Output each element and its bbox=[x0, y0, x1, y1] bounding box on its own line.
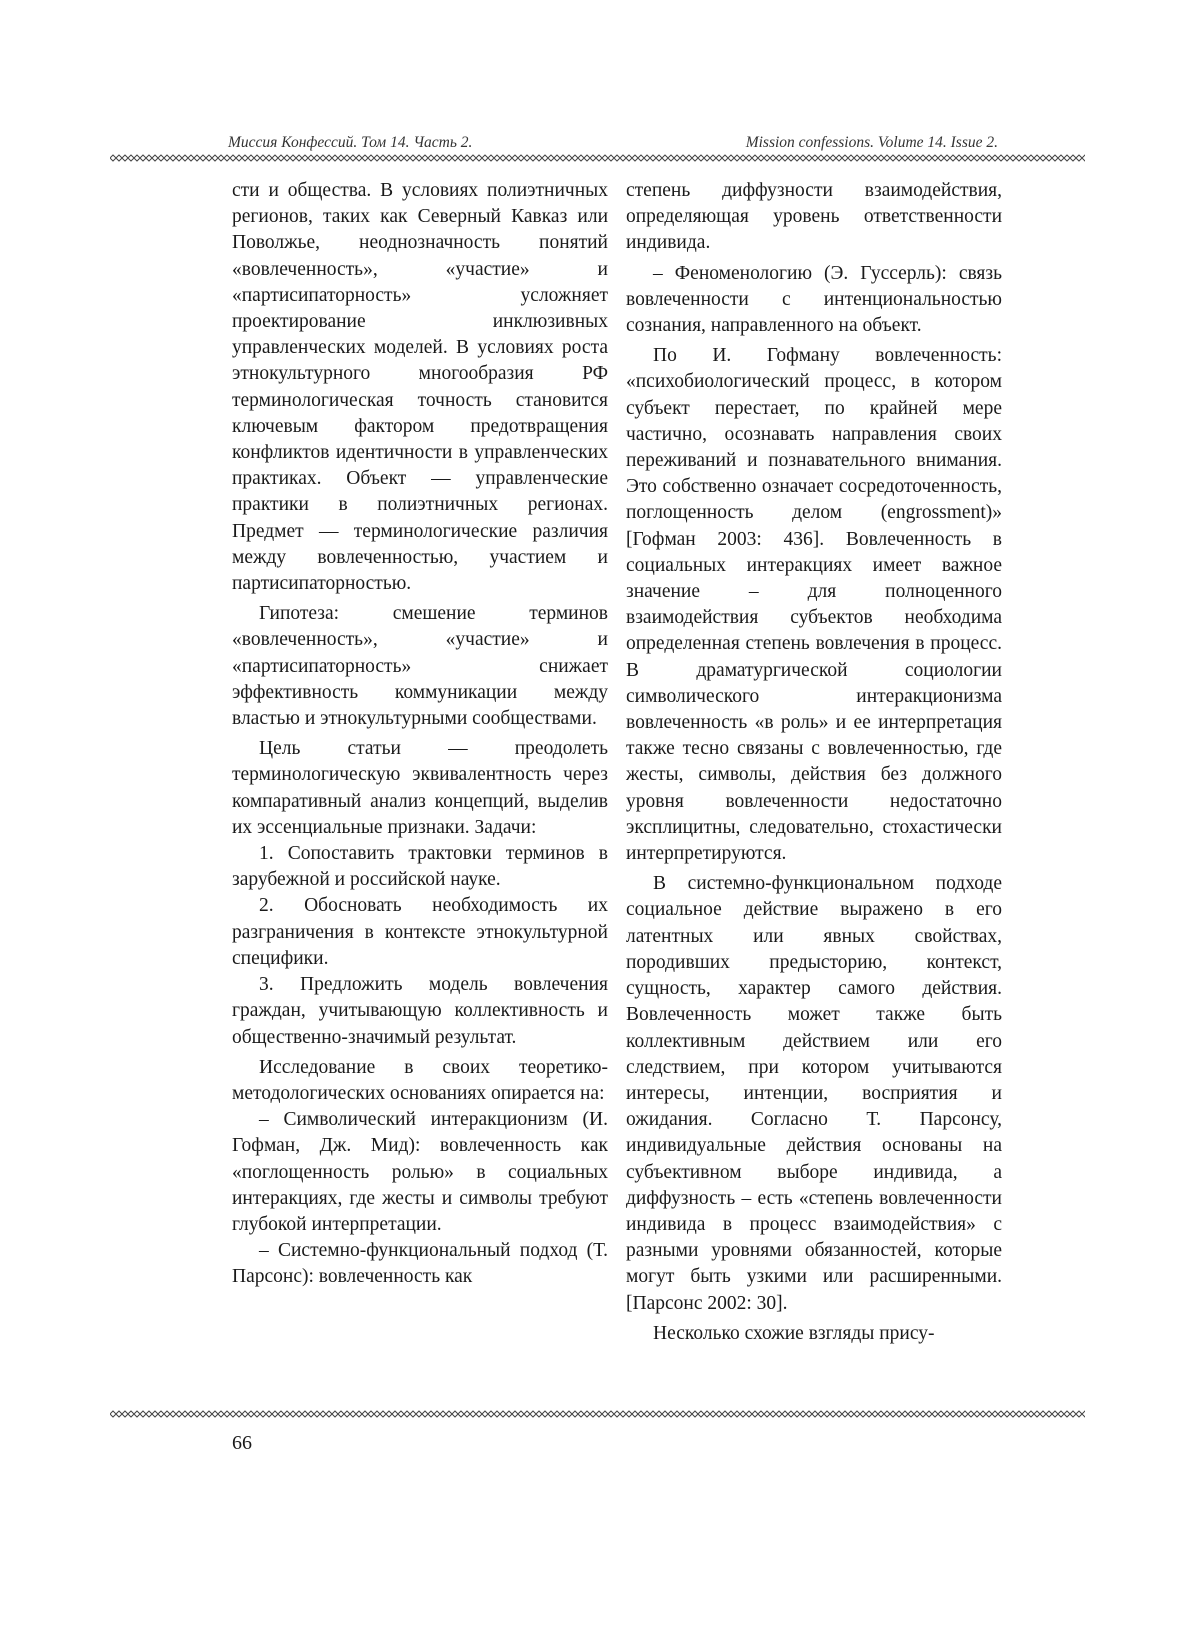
left-column bbox=[232, 178, 608, 1291]
paragraph-continuation: степень диффузности взаимодействия, определяющая уровень ответственности индивида. bbox=[626, 180, 1002, 254]
running-header bbox=[228, 134, 998, 156]
bottom-ornament-rule bbox=[110, 1410, 1085, 1418]
header-journal-ru: Миссия Конфессий. Том 14. Часть 2. bbox=[228, 134, 473, 151]
top-ornament-rule bbox=[110, 154, 1085, 162]
header-journal-en: Mission confessions. Volume 14. Issue 2. bbox=[745, 134, 998, 151]
paragraph-goal: Цель статьи — преодолеть терминологическую эквивалентность через компаративный анализ концепций, выделив их эссенциальные признаки. Задачи: bbox=[232, 738, 608, 838]
task-item-2: 2. Обосновать необходимость их разграничения в контексте этнокультурной специфики. bbox=[232, 895, 608, 969]
paragraph-hypothesis: Гипотеза: смешение терминов «вовлеченность», «участие» и «партисипаторность» снижает эффективность коммуникации между властью и этнокультурными сообществами. bbox=[232, 603, 608, 730]
task-item-3: 3. Предложить модель вовлечения граждан, учитывающую коллективность и общественно-значимый результат. bbox=[232, 974, 608, 1048]
paragraph-goffman: По И. Гофману вовлеченность: «психобиологический процесс, в котором субъект перестает, по крайней мере частично, осознавать направления своих переживаний и познавательного внимания. Это собственно означает сосредоточенность, поглощенность делом (engrossment)» [Гофман 2003: 436]. Вовлеченность в социальных интеракциях имеет важное значение – для полноценного взаимодействия субъектов необходима определенная степень вовлечения в процесс. В драматургической социологии символического интеракционизма вовлеченность «в роль» и ее интерпретация также тесно связаны с вовлеченностью, где жесты, символы, действия без должного уровня вовлеченности недостаточно эксплицитны, следовательно, стохастически интерпретируются. bbox=[626, 345, 1002, 865]
method-item-systemic: – Системно-функциональный подход (Т. Парсонс): вовлеченность как bbox=[232, 1240, 608, 1288]
right-column bbox=[626, 178, 1002, 1347]
paragraph-methodology: Исследование в своих теоретико-методологических основаниях опирается на: bbox=[232, 1056, 608, 1104]
method-item-symbolic: – Символический интеракционизм (И. Гофман, Дж. Мид): вовлеченность как «поглощенность ролью» в социальных интеракциях, где жесты и символы требуют глубокой интерпретации. bbox=[232, 1109, 608, 1235]
paragraph-parsons: В системно-функциональном подходе социальное действие выражено в его латентных или явных свойствах, породивших предысторию, контекст, сущность, характер самого действия. Вовлеченность может также быть коллективным действием или его следствием, при котором учитываются интересы, интенции, восприятия и ожидания. Согласно Т. Парсонсу, индивидуальные действия основаны на субъективном выборе индивида, а диффузность – есть «степень вовлеченности индивида в процесс взаимодействия» с разными уровнями обязанностей, которые могут быть узкими или расширенными. [Парсонс 2002: 30]. bbox=[626, 873, 1002, 1314]
task-item-1: 1. Сопоставить трактовки терминов в зарубежной и российской науке. bbox=[232, 843, 608, 891]
page-number: 66 bbox=[232, 1432, 252, 1454]
paragraph: сти и общества. В условиях полиэтничных регионов, таких как Северный Кавказ или Поволжье, неоднозначность понятий «вовлеченность», «участие» и «партисипаторность» усложняет проектирование инклюзивных управленческих моделей. В условиях роста этнокультурного многообразия РФ терминологическая точность становится ключевым фактором предотвращения конфликтов идентичности в управленческих практиках. Объект — управленческие практики в полиэтничных регионах. Предмет — терминологические различия между вовлеченностью, участием и партисипаторностью. bbox=[232, 180, 608, 595]
method-item-phenomenology: – Феноменологию (Э. Гуссерль): связь вовлеченности с интенциональностью сознания, направленного на объект. bbox=[626, 262, 1002, 337]
paragraph-closing: Несколько схожие взгляды прису- bbox=[653, 1322, 935, 1344]
